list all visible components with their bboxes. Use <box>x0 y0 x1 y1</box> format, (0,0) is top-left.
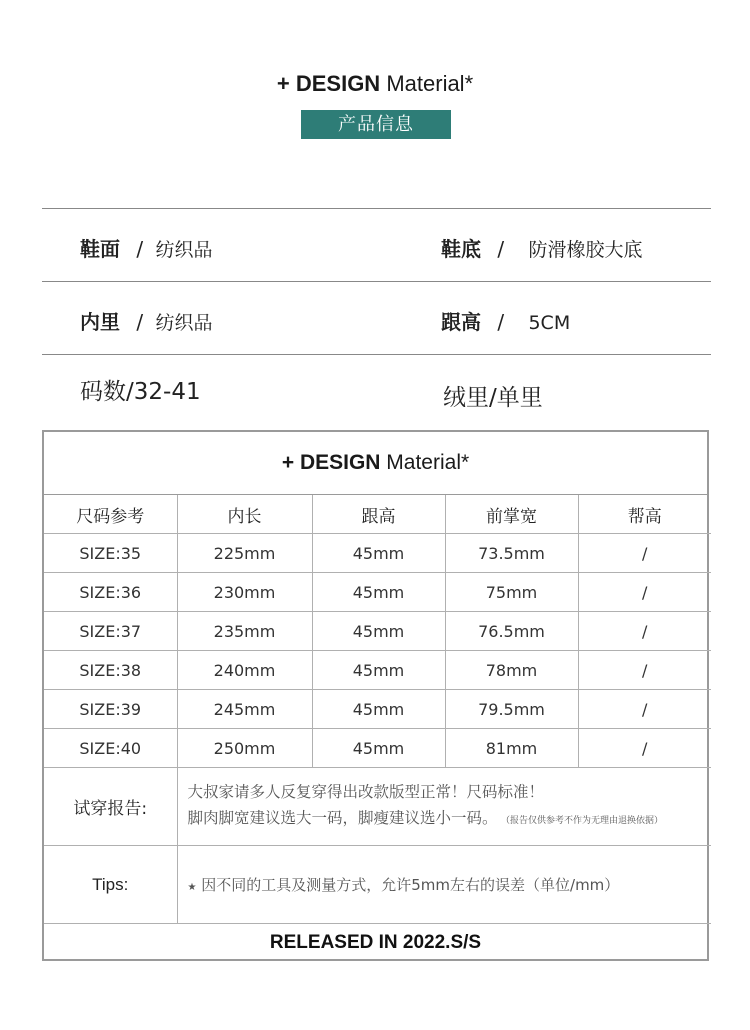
table-cell: SIZE:36 <box>44 573 177 612</box>
size-chart-plus: + <box>281 451 295 474</box>
fitting-report-line-1: 大叔家请多人反复穿得出改款版型正常！尺码标准！ <box>187 783 545 801</box>
brand-design: DESIGN <box>295 71 381 96</box>
table-cell: / <box>578 534 711 573</box>
fitting-report-label: 试穿报告: <box>44 768 177 846</box>
table-cell: 45mm <box>312 651 445 690</box>
upper-key: 鞋面 <box>80 237 120 261</box>
column-header: 帮高 <box>578 495 711 534</box>
star-icon: ★ <box>187 882 197 893</box>
table-cell: 45mm <box>312 729 445 768</box>
brand-plus: + <box>276 71 290 96</box>
fitting-report-line-2 <box>188 805 712 834</box>
table-cell: 230mm <box>177 573 312 612</box>
table-cell: 79.5mm <box>445 690 578 729</box>
table-cell: SIZE:38 <box>44 651 177 690</box>
column-header: 内长 <box>177 495 312 534</box>
lining-sep: / <box>136 310 144 334</box>
heel-key: 跟高 <box>441 310 481 334</box>
sole-key: 鞋底 <box>441 237 481 261</box>
lining-key: 内里 <box>80 310 120 334</box>
table-row <box>44 729 711 768</box>
release-banner: RELEASED IN 2022.S/S <box>269 932 482 953</box>
table-cell: 45mm <box>312 690 445 729</box>
size-chart-material: Material* <box>386 451 470 474</box>
tips-label: Tips: <box>44 846 177 924</box>
attribute-row-2 <box>42 281 711 354</box>
table-cell: SIZE:37 <box>44 612 177 651</box>
column-header: 前掌宽 <box>445 495 578 534</box>
upper-attribute <box>80 233 212 262</box>
tips-text: 因不同的工具及测量方式，允许5mm左右的误差（单位/mm） <box>201 876 620 894</box>
fitting-report-note: （报告仅供参考不作为无理由退换依据） <box>505 816 664 826</box>
table-cell: / <box>578 690 711 729</box>
table-cell: / <box>578 651 711 690</box>
size-range: 码数/32-41 <box>80 379 201 405</box>
sole-attribute <box>441 233 642 262</box>
tips-row <box>44 846 711 924</box>
table-row <box>44 573 711 612</box>
upper-value: 纺织品 <box>155 239 213 261</box>
table-cell: / <box>578 573 711 612</box>
column-header: 尺码参考 <box>44 495 177 534</box>
table-cell: 81mm <box>445 729 578 768</box>
table-cell: SIZE:39 <box>44 690 177 729</box>
brand-material: Material* <box>386 71 474 96</box>
column-header: 跟高 <box>312 495 445 534</box>
table-row <box>44 651 711 690</box>
table-cell: 250mm <box>177 729 312 768</box>
table-cell: 73.5mm <box>445 534 578 573</box>
heel-attribute <box>441 306 570 335</box>
lining-type: 绒里/单里 <box>443 385 543 411</box>
table-cell: SIZE:40 <box>44 729 177 768</box>
size-chart <box>42 430 709 961</box>
table-cell: / <box>578 729 711 768</box>
table-cell: 235mm <box>177 612 312 651</box>
table-cell: 225mm <box>177 534 312 573</box>
sole-sep: / <box>497 237 505 261</box>
heel-sep: / <box>497 310 505 334</box>
table-cell: 245mm <box>177 690 312 729</box>
table-cell: 240mm <box>177 651 312 690</box>
table-row <box>44 534 711 573</box>
tips-text-cell <box>177 846 711 924</box>
table-cell: 78mm <box>445 651 578 690</box>
fitting-report-text <box>177 768 711 846</box>
fitting-report-row <box>44 768 711 846</box>
brand-heading <box>0 71 750 97</box>
table-row <box>44 690 711 729</box>
table-cell: 45mm <box>312 573 445 612</box>
attribute-row-3 <box>42 354 711 427</box>
table-row <box>44 612 711 651</box>
table-cell: 45mm <box>312 612 445 651</box>
table-cell: 76.5mm <box>445 612 578 651</box>
lining-value: 纺织品 <box>155 312 213 334</box>
upper-sep: / <box>136 237 144 261</box>
attribute-list <box>42 208 711 427</box>
size-chart-title <box>44 432 707 495</box>
product-info-badge: 产品信息 <box>301 110 451 139</box>
table-cell: 75mm <box>445 573 578 612</box>
table-cell: / <box>578 612 711 651</box>
table-header-row <box>44 495 711 534</box>
heel-value: 5CM <box>528 312 571 334</box>
size-chart-design: DESIGN <box>299 451 381 474</box>
table-cell: SIZE:35 <box>44 534 177 573</box>
sole-value: 防滑橡胶大底 <box>528 239 643 261</box>
fitting-report-advice: 脚肉脚宽建议选大一码，脚瘦建议选小一码。 <box>187 809 498 827</box>
lining-attribute <box>80 306 212 335</box>
table-cell: 45mm <box>312 534 445 573</box>
attribute-row-1 <box>42 208 711 281</box>
size-table <box>44 495 711 924</box>
